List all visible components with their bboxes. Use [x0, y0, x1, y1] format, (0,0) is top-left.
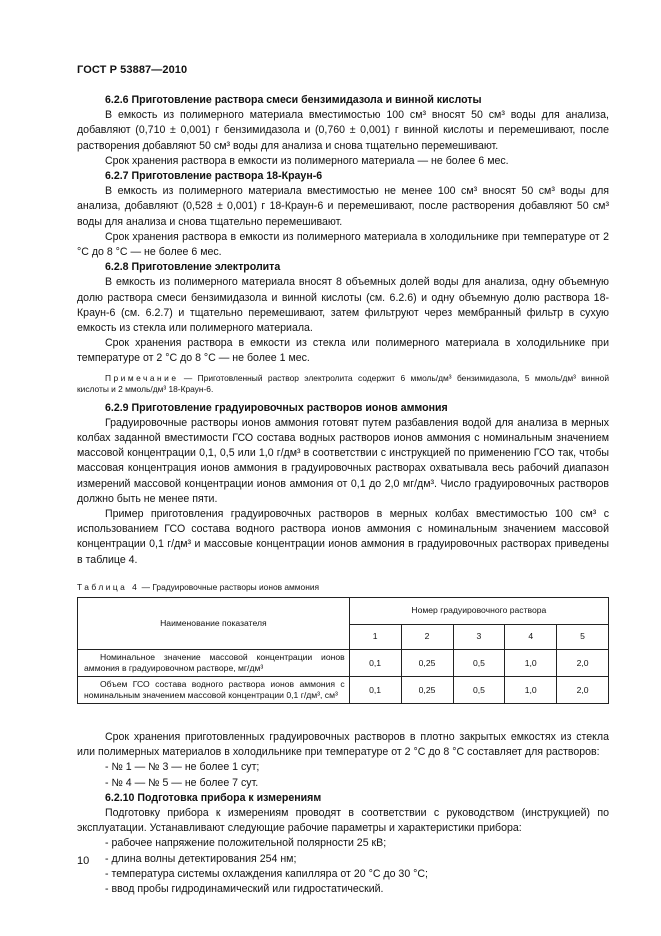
section-6-2-7-heading: 6.2.7 Приготовление раствора 18-Краун-6 [105, 170, 323, 183]
table-cell: 1,0 [505, 676, 557, 703]
parameter-item: - температура системы охлаждения капилляра от 20 °С до 30 °С; [105, 867, 428, 880]
section-6-2-9-paragraph: Градуировочные растворы ионов аммония готовят путем разбавления водой для анализа в мерных колбах заданной вместимости ГСО состава водных растворов ионов аммония с номинальным значением массовой концентрации 0,1, 0,5 или 1,0 г/дм³ в соответствии с инструкцией по применению ГСО так, чтобы массовая концентрация ионов аммония в градуировочных растворах охватывала весь рабочий диапазон измерений массовой концентрации ионов аммония от 0,1 до 2,0 мг/дм³. Число градуировочных растворов должно быть не менее пяти. [77, 416, 609, 505]
section-6-2-7-storage: Срок хранения раствора в емкости из полимерного материала в холодильнике при температуре от 2 °С до 8 °С — не более 6 мес. [77, 230, 609, 259]
note-label: Примечание [105, 372, 179, 383]
solution-number-cell: 2 [401, 624, 453, 649]
storage-item: - № 4 — № 5 — не более 7 сут. [105, 776, 259, 789]
header-indicator: Наименование показателя [78, 597, 350, 649]
table-cell: 0,1 [349, 649, 401, 676]
section-6-2-10-heading: 6.2.10 Подготовка прибора к измерениям [105, 791, 322, 804]
electrolyte-note [77, 373, 609, 395]
row-label-volume: Объем ГСО состава водного раствора ионов аммония с номинальным значением массовой концентрации 0,1 г/дм³, см³ [78, 676, 350, 703]
table-cell: 1,0 [505, 649, 557, 676]
document-body [77, 93, 609, 897]
table-cell: 0,5 [453, 676, 505, 703]
header-solution-number: Номер градуировочного раствора [349, 597, 608, 624]
section-6-2-6-storage: Срок хранения раствора в емкости из полимерного материала — не более 6 мес. [105, 154, 509, 167]
section-6-2-6-heading: 6.2.6 Приготовление раствора смеси бензимидазола и винной кислоты [105, 94, 482, 106]
table-header-row [78, 597, 609, 624]
solution-number-cell: 4 [505, 624, 557, 649]
section-6-2-7-paragraph: В емкость из полимерного материала вместимостью не менее 100 см³ вносят 50 см³ воды для анализа, добавляют (0,528 ± 0,001) г 18-Краун-6 и перемешивают, после растворения добавляют 50 см³ воды для анализа и снова тщательно перемешивают. [77, 185, 609, 228]
table-cell: 0,1 [349, 676, 401, 703]
solution-number-cell: 5 [557, 624, 609, 649]
section-6-2-8-paragraph: В емкость из полимерного материала вносят 8 объемных долей воды для анализа, одну объемную долю раствора смеси бензимидазола и винной кислоты (см. 6.2.6) и одну объемную долю раствора 18-Краун-6 (см. 6.2.7) и тщательно перемешивают, затем фильтруют через мембранный фильтр в сухую емкость из стекла или полимерного материала. [77, 276, 609, 335]
table-row [78, 649, 609, 676]
section-6-2-8-heading: 6.2.8 Приготовление электролита [105, 261, 281, 274]
table-cell: 2,0 [557, 649, 609, 676]
standard-header: ГОСТ Р 53887—2010 [77, 64, 188, 76]
section-6-2-10-paragraph: Подготовку прибора к измерениям проводят в соответствии с руководством (инструкцией) по эксплуатации. Устанавливают следующие рабочие параметры и характеристики прибора: [77, 806, 609, 835]
parameter-item: - длина волны детектирования 254 нм; [105, 852, 297, 865]
solution-number-cell: 1 [349, 624, 401, 649]
row-label-concentration: Номинальное значение массовой концентрации ионов аммония в градуировочном растворе, мг/дм³ [78, 649, 350, 676]
section-6-2-8-storage: Срок хранения раствора в емкости из стекла или полимерного материала в холодильнике при температуре от 2 °С до 8 °С — не более 1 мес. [77, 337, 609, 365]
solution-number-cell: 3 [453, 624, 505, 649]
page-number: 10 [77, 855, 90, 867]
section-6-2-6-paragraph: В емкость из полимерного материала вместимостью 100 см³ вносят 50 см³ воды для анализа, добавляют (0,710 ± 0,001) г бензимидазола и (0,760 ± 0,001) г винной кислоты и перемешивают, после растворения добавляют 50 см³ воды для анализа и снова тщательно перемешивают. [77, 109, 609, 152]
table-row [78, 676, 609, 703]
table-4-caption [77, 582, 609, 593]
calibration-solutions-table [77, 597, 609, 704]
table-cell: 2,0 [557, 676, 609, 703]
parameter-item: - рабочее напряжение положительной полярности 25 кВ; [105, 837, 387, 850]
table-cell: 0,5 [453, 649, 505, 676]
table-caption-text: — Градуировочные растворы ионов аммония [139, 581, 320, 592]
storage-item: - № 1 — № 3 — не более 1 сут; [105, 761, 260, 774]
storage-paragraph: Срок хранения приготовленных градуировочных растворов в плотно закрытых емкостях из стекла или полимерных материалов в холодильнике при температуре от 2 °С до 8 °С составляет для растворов: [77, 730, 609, 759]
section-6-2-9-heading: 6.2.9 Приготовление градуировочных растворов ионов аммония [105, 401, 448, 414]
note-text: — Приготовленный раствор электролита содержит 6 ммоль/дм³ бензимидазола, 5 ммоль/дм³ винной кислоты и 2 ммоль/дм³ 18-Краун-6. [77, 372, 609, 394]
table-caption-label: Таблица 4 [77, 581, 140, 592]
table-cell: 0,25 [401, 676, 453, 703]
table-cell: 0,25 [401, 649, 453, 676]
parameter-item: - ввод пробы гидродинамический или гидростатический. [105, 882, 384, 895]
section-6-2-9-example: Пример приготовления градуировочных растворов в мерных колбах вместимостью 100 см³ с использованием ГСО состава водного раствора ионов аммония с номинальным значением массовой концентрации 0,1 г/дм³ и массовые концентрации ионов аммония в градуировочных растворах приведены в таблице 4. [77, 508, 609, 566]
